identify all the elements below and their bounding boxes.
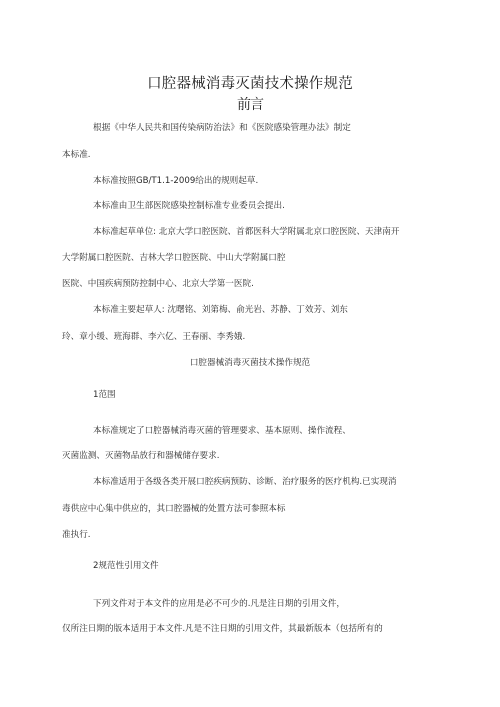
paragraph-line: 根据《中华人民共和国传染病防治法》和《医院感染管理办法》制定 [93, 123, 351, 133]
paragraph-line: 本标准起草单位: 北京大学口腔医院、首都医科大学附属北京口腔医院、天津南开 [93, 227, 400, 237]
section-heading: 2规范性引用文件 [93, 561, 159, 571]
paragraph-line: 本标准规定了口腔器械消毒灭菌的管理要求、基本原则、操作流程、 [93, 426, 351, 436]
paragraph-line: 毒供应中心集中供应的，其口腔器械的处置方法可参照本标 [62, 504, 286, 514]
paragraph-line: 本标准主要起草人: 沈曙铭、刘第梅、俞光岩、苏静、丁效芳、刘东 [93, 305, 348, 315]
paragraph-line: 大学附属口腔医院、吉林大学口腔医院、中山大学附属口腔 [62, 253, 286, 263]
paragraph-line: 准执行. [62, 530, 91, 540]
preface-heading: 前言 [237, 97, 263, 113]
paragraph-line: 灭菌监测、灭菌物品放行和器械储存要求. [62, 451, 220, 461]
paragraph-line: 本标准由卫生部医院感染控制标准专业委员会提出. [93, 201, 285, 211]
paragraph-line: 玲、章小缓、班海群、李六亿、王春丽、李秀娥. [62, 332, 246, 342]
paragraph-line: 本标准按照GB/T1.1-2009给出的规则起草. [93, 176, 259, 186]
paragraph-line: 本标准适用于各级各类开展口腔疾病预防、诊断、治疗服务的医疗机构.已实现消 [93, 477, 397, 487]
section-title: 口腔器械消毒灭菌技术操作规范 [189, 358, 311, 368]
section-heading: 1范围 [93, 390, 116, 400]
paragraph-line: 仅所注日期的版本适用于本文件.凡是不注日期的引用文件，其最新版本（包括所有的 [62, 624, 383, 634]
document-title: 口腔器械消毒灭菌技术操作规范 [147, 76, 353, 92]
paragraph-line: 医院、中国疾病预防控制中心、北京大学第一医院. [62, 279, 254, 289]
paragraph-line: 本标准. [62, 150, 91, 160]
paragraph-line: 下列文件对于本文件的应用是必不可少的.凡是注日期的引用文件， [93, 599, 345, 609]
